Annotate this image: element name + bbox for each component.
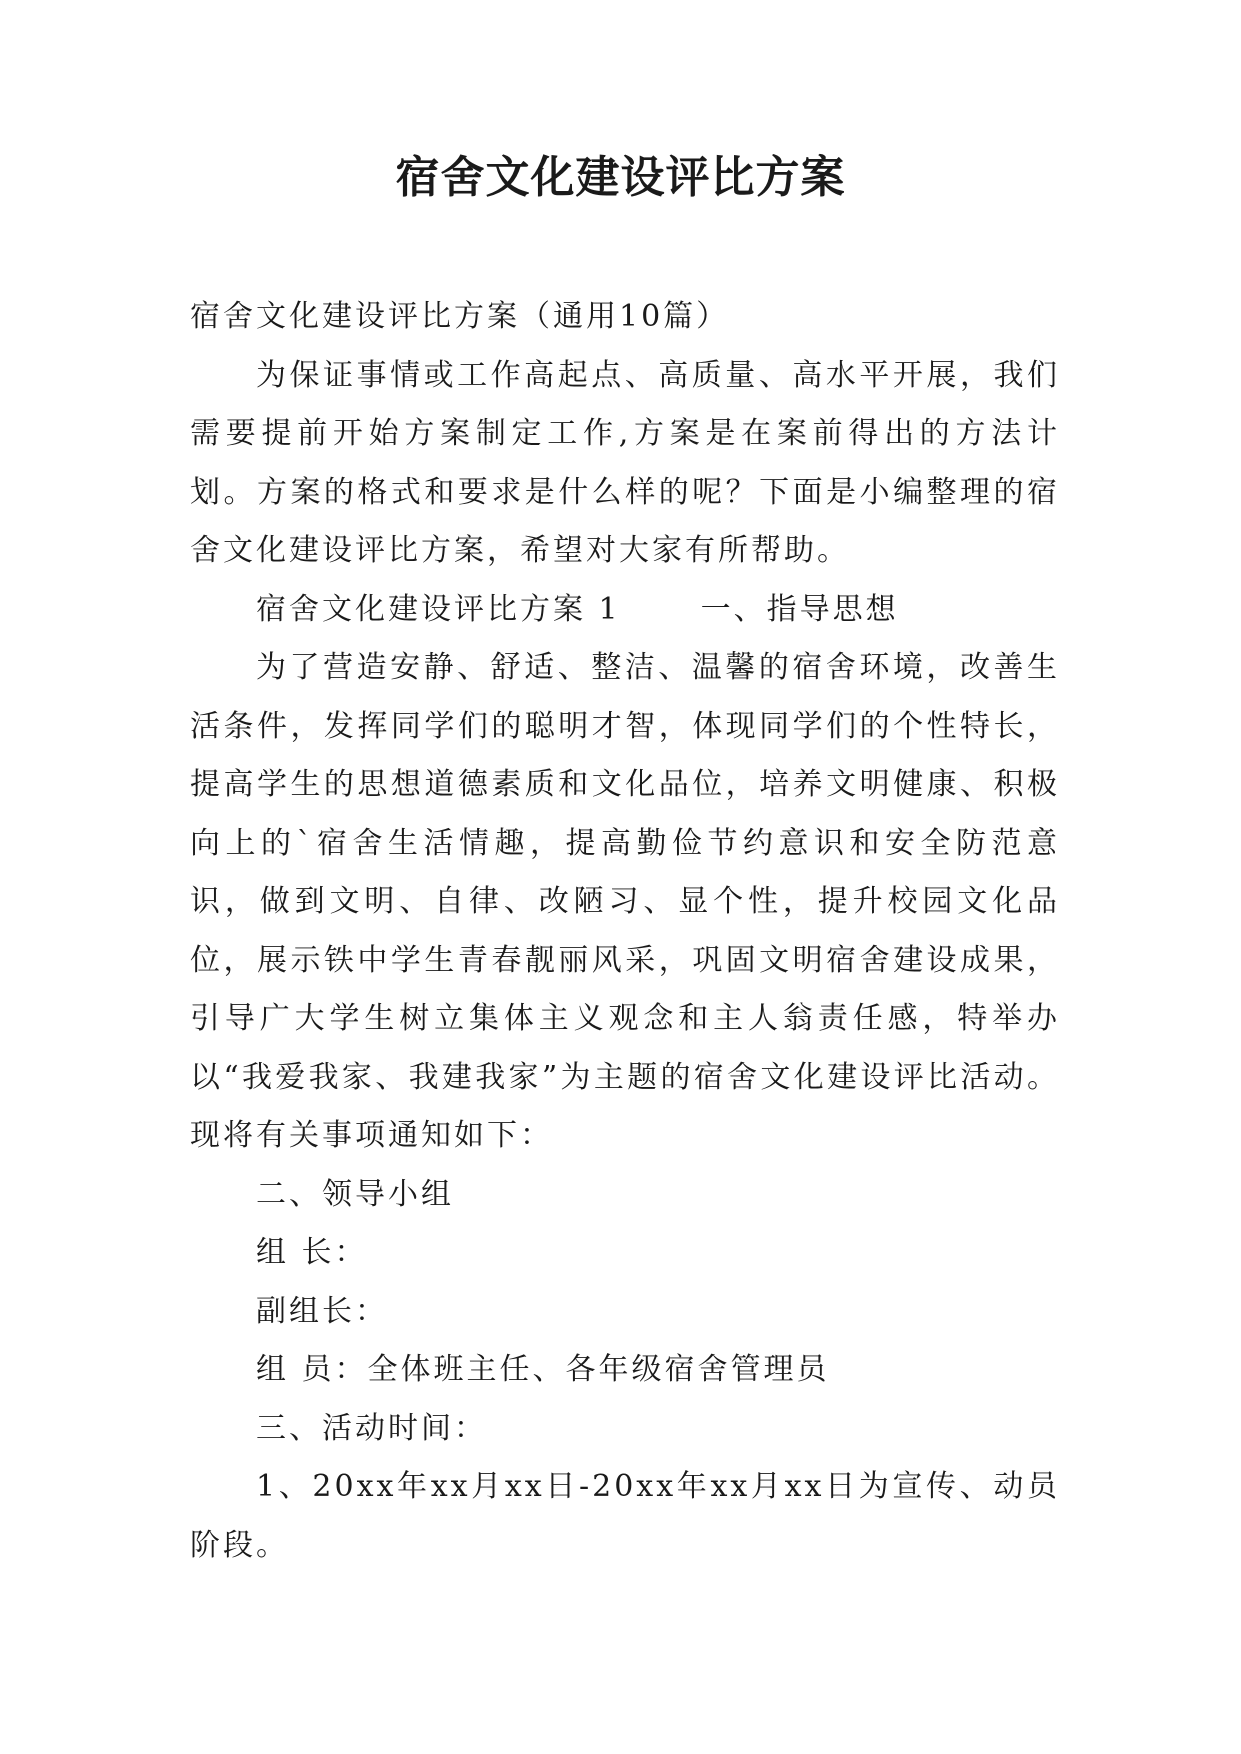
section-1-label: 宿舍文化建设评比方案 1	[256, 591, 621, 627]
document-title: 宿舍文化建设评比方案	[395, 152, 846, 203]
deputy-leader-line: 副组长：	[256, 1293, 388, 1329]
document-body	[190, 288, 1060, 1575]
leadership-heading: 二、领导小组	[256, 1176, 454, 1212]
leader-line: 组 长：	[256, 1235, 368, 1270]
members-line: 组 员：全体班主任、各年级宿舍管理员	[256, 1352, 830, 1387]
time-heading: 三、活动时间：	[256, 1410, 487, 1446]
intro-paragraph: 为保证事情或工作高起点、高质量、高水平开展，我们需要提前开始方案制定工作,方案是在案前得出的方法计划。方案的格式和要求是什么样的呢？下面是小编整理的宿舍文化建设评比方案，希望对大家有所帮助。	[190, 357, 1060, 568]
guiding-heading: 一、指导思想	[700, 591, 899, 627]
time-item-1: 1、20xx年xx月xx日-20xx年xx月xx日为宣传、动员阶段。	[190, 1469, 1060, 1563]
section-1-header-line	[190, 581, 1060, 640]
document-subtitle: 宿舍文化建设评比方案（通用10篇）	[190, 299, 730, 334]
guiding-paragraph: 为了营造安静、舒适、整洁、温馨的宿舍环境，改善生活条件，发挥同学们的聪明才智，体现同学们的个性特长，提高学生的思想道德素质和文化品位，培养文明健康、积极向上的`宿舍生活情趣，提高勤俭节约意识和安全防范意识，做到文明、自律、改陋习、显个性，提升校园文化品位，展示铁中学生青春靓丽风采，巩固文明宿舍建设成果，引导广大学生树立集体主义观念和主人翁责任感，特举办以“我爱我家、我建我家”为主题的宿舍文化建设评比活动。现将有关事项通知如下：	[190, 650, 1060, 1153]
